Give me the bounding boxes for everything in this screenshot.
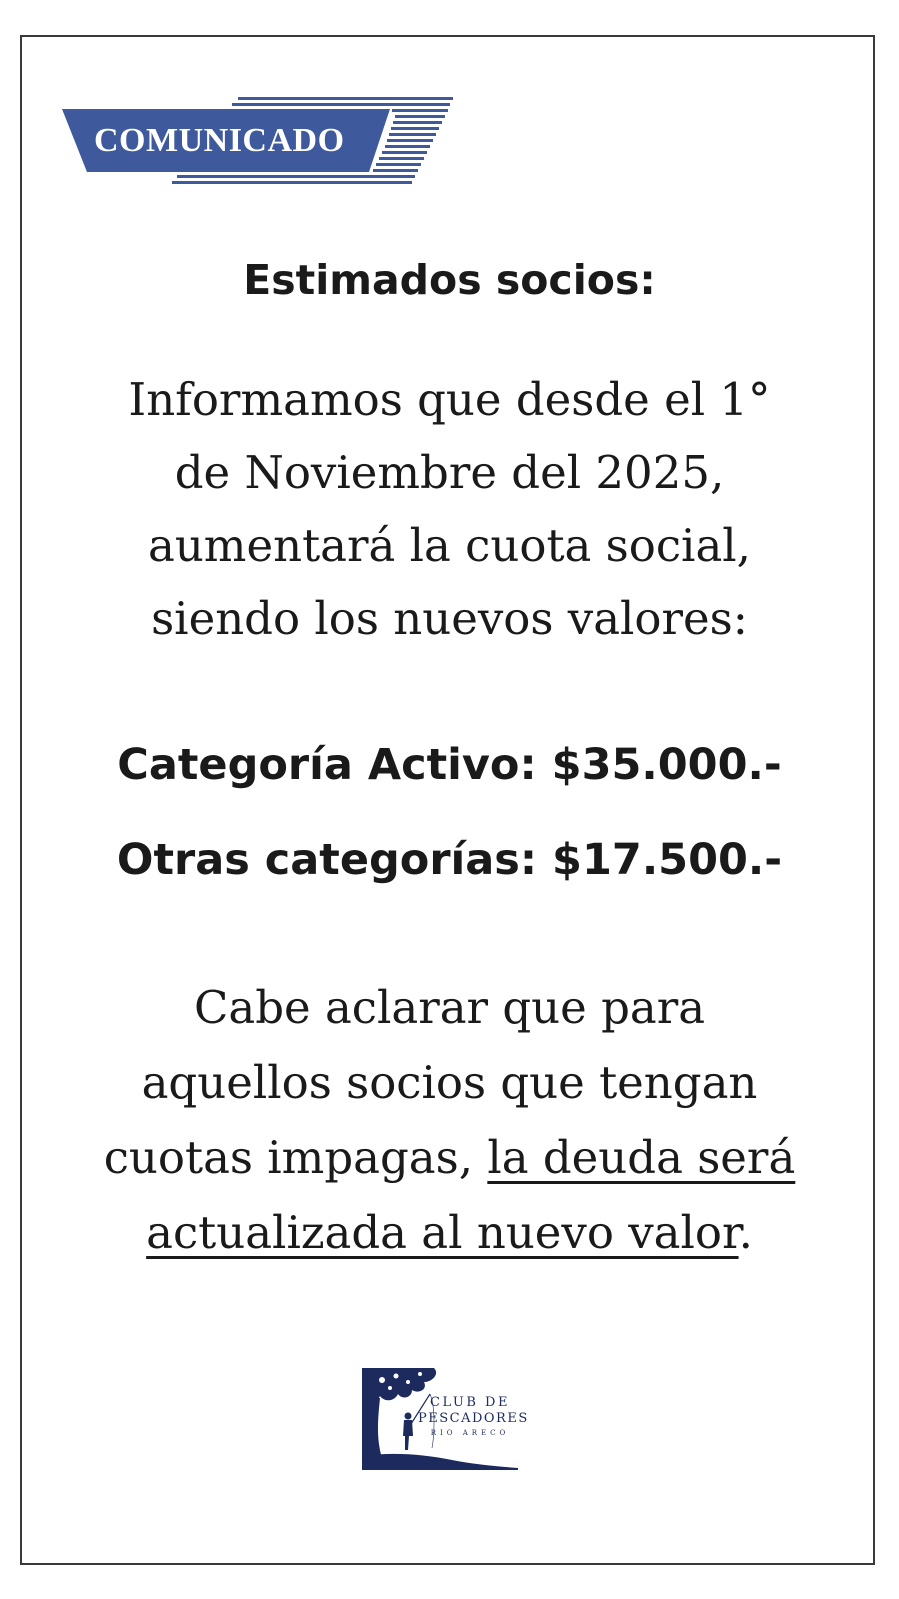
note-line: aquellos socios que tengan xyxy=(141,1056,758,1109)
price-other-categories: Otras categorías: $17.500.- xyxy=(116,835,783,885)
logo-line-pescadores: PESCADORES xyxy=(418,1411,529,1426)
debt-note-paragraph xyxy=(60,970,839,1270)
comunicado-banner xyxy=(62,97,457,189)
note-text: cuotas impagas, xyxy=(103,1131,488,1184)
intro-line: siendo los nuevos valores: xyxy=(151,592,748,645)
note-text: . xyxy=(738,1206,753,1259)
logo-line-club: CLUB DE xyxy=(430,1395,510,1410)
banner-title: COMUNICADO xyxy=(94,122,345,159)
intro-line: Informamos que desde el 1° xyxy=(128,373,771,426)
price-active-category: Categoría Activo: $35.000.- xyxy=(117,740,782,790)
intro-line: aumentará la cuota social, xyxy=(148,519,751,572)
note-line: Cabe aclarar que para xyxy=(193,981,706,1034)
note-underlined-text: actualizada al nuevo valor xyxy=(146,1206,739,1259)
note-line xyxy=(60,1195,839,1270)
intro-paragraph xyxy=(60,363,839,655)
note-underlined-text: la deuda será xyxy=(487,1131,796,1184)
greeting-heading: Estimados socios: xyxy=(243,256,656,304)
logo-line-rio-areco: RIO ARECO xyxy=(430,1429,510,1437)
note-line xyxy=(60,1120,839,1195)
intro-line: de Noviembre del 2025, xyxy=(174,446,725,499)
club-logo xyxy=(362,1368,529,1472)
